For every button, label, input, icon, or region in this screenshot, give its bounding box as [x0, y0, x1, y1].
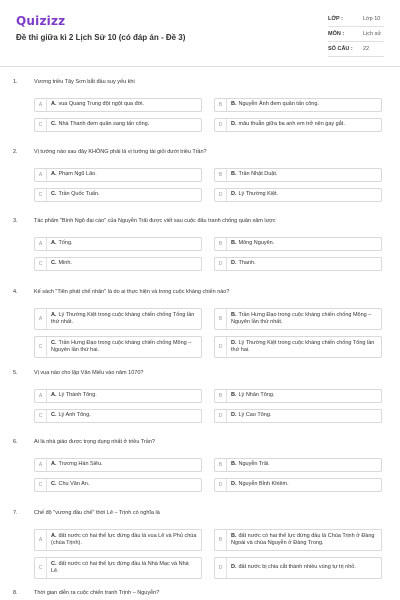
option-text: [51, 337, 197, 357]
option-text: [231, 390, 377, 402]
meta-label-class: LỚP :: [328, 16, 343, 22]
question-text: Chế độ "vương đầu chế" thời Lê – Trịnh có nghĩa là: [34, 510, 160, 516]
option-letter-badge: B: [215, 99, 227, 111]
option-text: [231, 459, 377, 471]
answer-option-c[interactable]: [34, 557, 202, 579]
option-letter-badge: A: [35, 309, 47, 329]
option-text: [231, 169, 377, 181]
option-letter-badge: B: [215, 459, 227, 471]
worksheet-title: Đề thi giữa kì 2 Lịch Sử 10 (có đáp án - Đề 3): [16, 33, 186, 42]
answer-option-a[interactable]: [34, 308, 202, 330]
option-label: Nguyễn Ánh đem quân tấn công.: [238, 101, 319, 108]
answer-option-c[interactable]: [34, 257, 202, 271]
meta-label-count: SỐ CÂU :: [328, 46, 353, 52]
question-text: Kế sách "Tiên phát chế nhân" là do ai thực hiện và trong cuộc kháng chiến nào?: [34, 289, 230, 295]
meta-divider: [328, 56, 384, 57]
answer-option-b[interactable]: [214, 237, 382, 251]
option-letter-badge: A: [35, 99, 47, 111]
option-text: [231, 189, 377, 201]
option-letter-badge: D: [215, 558, 227, 578]
meta-label-subject: MÔN :: [328, 31, 345, 37]
option-label: đất nước có hai thế lực đứng đầu là vua Lê và Phủ chúa (chúa Trịnh).: [51, 532, 197, 546]
option-key: B.: [231, 392, 237, 399]
answer-option-b[interactable]: [214, 529, 382, 551]
option-letter-badge: A: [35, 530, 47, 550]
answer-option-d[interactable]: [214, 336, 382, 358]
option-key: B.: [231, 101, 237, 108]
option-letter-badge: D: [215, 479, 227, 491]
option-text: [231, 530, 377, 550]
worksheet-header: [0, 0, 400, 66]
option-label: Tống.: [58, 240, 73, 247]
option-label: vua Quang Trung đột ngột qua đời.: [58, 101, 145, 108]
option-text: [51, 558, 197, 578]
answer-option-b[interactable]: [214, 168, 382, 182]
option-label: đất nước bị chia cắt thành nhiều vùng tự trị nhỏ.: [238, 564, 356, 571]
option-label: Nhà Thanh đem quân sang tấn công.: [58, 121, 150, 128]
answer-option-a[interactable]: [34, 237, 202, 251]
option-letter-badge: B: [215, 169, 227, 181]
option-text: [51, 479, 197, 491]
option-label: Lý Thường Kiệt trong cuộc kháng chiến chống Tống lần thứ nhất.: [51, 311, 195, 325]
option-key: A.: [51, 311, 57, 318]
answer-option-c[interactable]: [34, 409, 202, 423]
meta-divider: [328, 41, 384, 42]
option-letter-badge: D: [215, 410, 227, 422]
option-text: [231, 238, 377, 250]
option-text: [51, 99, 197, 111]
answer-option-b[interactable]: [214, 308, 382, 330]
option-label: Trần Hưng Đạo trong cuộc kháng chiến chống Mông – Nguyên lần thứ nhất.: [231, 311, 372, 325]
option-letter-badge: A: [35, 238, 47, 250]
option-text: [51, 119, 197, 131]
option-key: C.: [51, 560, 57, 567]
answer-option-d[interactable]: [214, 478, 382, 492]
option-key: C.: [51, 339, 57, 346]
option-key: C.: [51, 191, 57, 198]
option-letter-badge: C: [35, 337, 47, 357]
option-label: Nguyễn Bỉnh Khiêm.: [238, 481, 289, 488]
option-letter-badge: D: [215, 337, 227, 357]
quizizz-logo: Quizizz: [16, 14, 66, 28]
question-text: Vương triều Tây Sơn bắt đầu suy yếu khi: [34, 79, 135, 85]
option-label: Trần Hưng Đạo trong cuộc kháng chiến chống Mông – Nguyên lần thứ hai.: [51, 339, 192, 353]
option-label: Lý Thánh Tông.: [58, 392, 97, 399]
answer-option-a[interactable]: [34, 168, 202, 182]
answer-option-d[interactable]: [214, 409, 382, 423]
option-text: [51, 169, 197, 181]
option-key: B.: [231, 240, 237, 247]
option-label: Minh.: [58, 260, 72, 267]
option-key: D.: [231, 260, 237, 267]
option-text: [51, 258, 197, 270]
option-letter-badge: C: [35, 189, 47, 201]
option-label: Trần Quốc Tuấn.: [58, 191, 100, 198]
option-key: B.: [231, 311, 237, 318]
option-key: B.: [231, 461, 237, 468]
answer-option-c[interactable]: [34, 478, 202, 492]
option-label: Lý Anh Tông.: [58, 412, 91, 419]
question-number: 6.: [13, 439, 18, 445]
option-label: Lý Cao Tông.: [238, 412, 272, 419]
answer-option-b[interactable]: [214, 458, 382, 472]
question-number: 5.: [13, 370, 18, 376]
option-key: D.: [231, 412, 237, 419]
answer-option-d[interactable]: [214, 118, 382, 132]
answer-option-b[interactable]: [214, 389, 382, 403]
option-text: [51, 189, 197, 201]
option-text: [51, 238, 197, 250]
option-key: D.: [231, 339, 237, 346]
answer-option-d[interactable]: [214, 257, 382, 271]
option-letter-badge: A: [35, 459, 47, 471]
option-label: Mông Nguyên.: [238, 240, 275, 247]
option-text: [231, 309, 377, 329]
option-label: mâu thuẫn giữa ba anh em trở nên gay gắt.: [238, 121, 345, 128]
question-number: 4.: [13, 289, 18, 295]
option-letter-badge: B: [215, 238, 227, 250]
option-key: D.: [231, 481, 237, 488]
option-key: D.: [231, 564, 237, 571]
answer-option-d[interactable]: [214, 557, 382, 579]
option-text: [231, 410, 377, 422]
meta-divider: [328, 26, 384, 27]
question-number: 8.: [13, 590, 18, 596]
meta-value-class: Lớp 10: [363, 16, 381, 22]
answer-option-d[interactable]: [214, 188, 382, 202]
option-text: [51, 459, 197, 471]
option-letter-badge: A: [35, 390, 47, 402]
option-label: Lý Nhân Tông.: [238, 392, 275, 399]
option-text: [231, 99, 377, 111]
question-text: Vị vua nào cho lập Văn Miếu vào năm 1070?: [34, 370, 144, 376]
option-key: C.: [51, 121, 57, 128]
header-divider: [0, 66, 400, 67]
option-label: đất nước có hai thế lực đứng đầu là Chúa Trịnh ở Đàng Ngoài và chúa Nguyễn ở Đàng Trong.: [231, 532, 375, 546]
option-key: C.: [51, 260, 57, 267]
option-text: [51, 410, 197, 422]
option-letter-badge: C: [35, 410, 47, 422]
option-text: [51, 390, 197, 402]
option-text: [231, 119, 377, 131]
answer-option-b[interactable]: [214, 98, 382, 112]
answer-option-c[interactable]: [34, 118, 202, 132]
question-number: 2.: [13, 149, 18, 155]
answer-option-a[interactable]: [34, 529, 202, 551]
answer-option-c[interactable]: [34, 188, 202, 202]
option-letter-badge: D: [215, 189, 227, 201]
question-text: Vị tướng nào sau đây KHÔNG phải là vị tướng tài giỏi dưới triều Trần?: [34, 149, 207, 155]
option-key: D.: [231, 191, 237, 198]
option-text: [231, 558, 377, 578]
question-text: Ai là nhà giáo được trọng dụng nhất ở triều Trần?: [34, 439, 155, 445]
option-key: A.: [51, 392, 57, 399]
answer-option-a[interactable]: [34, 389, 202, 403]
question-text: Thời gian diễn ra cuộc chiến tranh Trịnh – Nguyễn?: [34, 590, 160, 596]
option-label: Trần Nhật Duật.: [238, 171, 278, 178]
option-key: A.: [51, 532, 57, 539]
option-label: đất nước có hai thế lực đứng đầu là Nhà Mạc và Nhà Lê.: [51, 560, 189, 574]
option-key: A.: [51, 461, 57, 468]
question-text: Tác phẩm "Bình Ngô đại cáo" của Nguyễn Trãi được viết sau cuộc đấu tranh chống quân xâm lược: [34, 218, 276, 224]
option-key: A.: [51, 171, 57, 178]
option-label: Nguyễn Trãi.: [238, 461, 270, 468]
option-letter-badge: B: [215, 530, 227, 550]
option-label: Lý Thường Kiệt trong cuộc kháng chiến chống Tống lần thứ hai.: [231, 339, 375, 353]
question-number: 1.: [13, 79, 18, 85]
option-letter-badge: A: [35, 169, 47, 181]
option-key: B.: [231, 171, 237, 178]
option-text: [231, 479, 377, 491]
answer-option-c[interactable]: [34, 336, 202, 358]
option-key: D.: [231, 121, 237, 128]
option-label: Lý Thường Kiệt.: [238, 191, 279, 198]
option-letter-badge: C: [35, 119, 47, 131]
option-letter-badge: B: [215, 390, 227, 402]
option-letter-badge: C: [35, 479, 47, 491]
option-letter-badge: C: [35, 558, 47, 578]
option-key: B.: [231, 532, 237, 539]
option-letter-badge: D: [215, 119, 227, 131]
meta-value-count: 22: [363, 46, 370, 52]
option-text: [231, 258, 377, 270]
option-label: Phạm Ngũ Lão.: [58, 171, 97, 178]
answer-option-a[interactable]: [34, 98, 202, 112]
option-key: C.: [51, 481, 57, 488]
option-text: [51, 530, 197, 550]
answer-option-a[interactable]: [34, 458, 202, 472]
option-text: [51, 309, 197, 329]
option-key: A.: [51, 101, 57, 108]
option-letter-badge: B: [215, 309, 227, 329]
option-label: Trương Hán Siêu.: [58, 461, 103, 468]
option-letter-badge: D: [215, 258, 227, 270]
option-text: [231, 337, 377, 357]
option-label: Chu Văn An.: [58, 481, 90, 488]
meta-value-subject: Lịch sử: [363, 31, 382, 37]
option-key: C.: [51, 412, 57, 419]
option-key: A.: [51, 240, 57, 247]
option-letter-badge: C: [35, 258, 47, 270]
question-number: 3.: [13, 218, 18, 224]
option-label: Thanh.: [238, 260, 256, 267]
question-number: 7.: [13, 510, 18, 516]
